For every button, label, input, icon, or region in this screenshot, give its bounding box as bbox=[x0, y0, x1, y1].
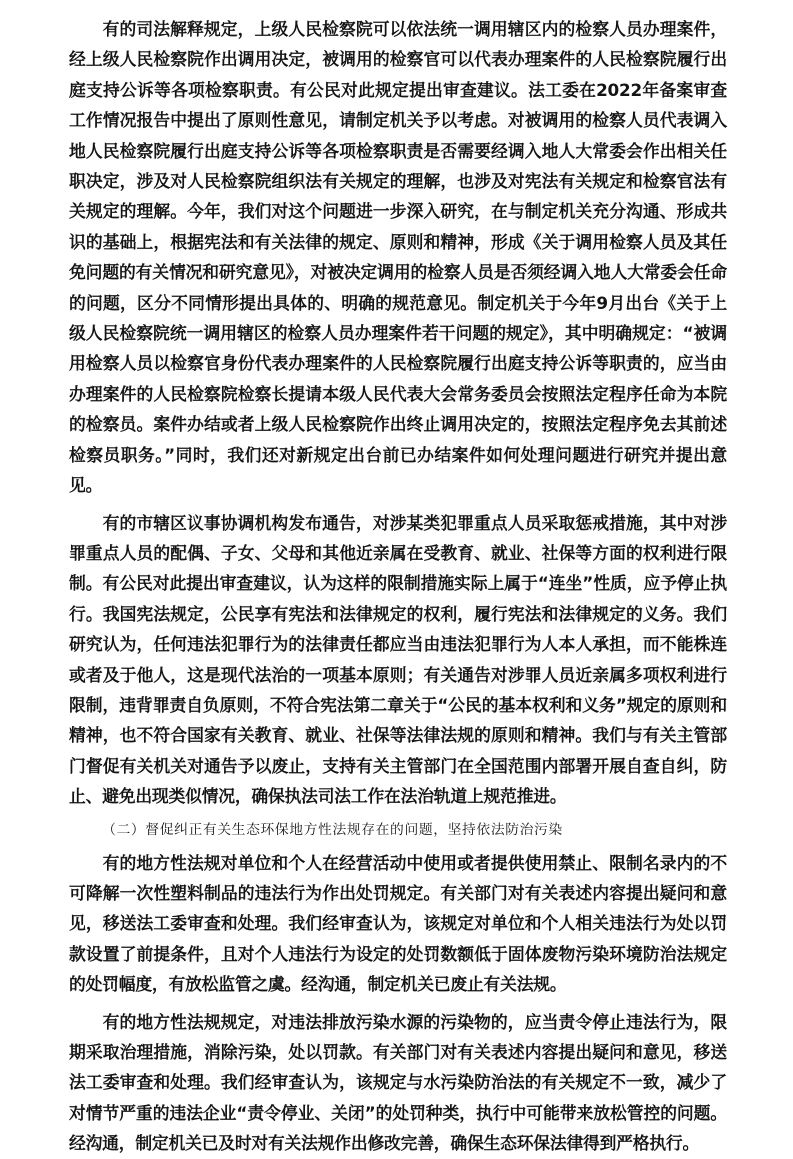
body-paragraph-water-pollution: 有的地方性法规规定，对违法排放污染水源的污染物的，应当责令停止违法行为，限期采取治理措施，消除污染，处以罚款。有关部门对有关表述内容提出疑问和意见，移送法工委审查和处理。我们经审查认为，该规定与水污染防治法的有关规定不一致，减少了对情节严重的违法企业“责令停业、关闭”的处罚种类，执行中可能带来放松管控的问题。经沟通，制定机关已及时对有关法规作出修改完善，确保生态环保法律得到严格执行。 bbox=[69, 1011, 727, 1154]
body-paragraph-procuratorate-transfer: 有的司法解释规定，上级人民检察院可以依法统一调用辖区内的检察人员办理案件，经上级人民检察院作出调用决定，被调用的检察官可以代表办理案件的人民检察院履行出庭支持公诉等各项检察职责。有公民对此规定提出审查建议。法工委在2022年备案审查工作情况报告中提出了原则性意见，请制定机关予以考虑。对被调用的检察人员代表调入地人民检察院履行出庭支持公诉等各项检察职责是否需要经调入地人大常委会作出相关任职决定，涉及对人民检察院组织法有关规定的理解，也涉及对宪法有关规定和检察官法有关规定的理解。今年，我们对这个问题进一步深入研究，在与制定机关充分沟通、形成共识的基础上，根据宪法和有关法律的规定、原则和精神，形成《关于调用检察人员及其任免问题的有关情况和研究意见》，对被决定调用的检察人员是否须经调入地人大常委会任命的问题，区分不同情形提出具体的、明确的规范意见。制定机关于今年9月出台《关于上级人民检察院统一调用辖区的检察人员办理案件若干问题的规定》，其中明确规定：“被调用检察人员以检察官身份代表办理案件的人民检察院履行出庭支持公诉等职责的，应当由办理案件的人民检察院检察长提请本级人民代表大会常务委员会按照法定程序任命为本院的检察员。案件办结或者上级人民检察院作出终止调用决定的，按照法定程序免去其前述检察员职务。”同时，我们还对新规定出台前已办结案件如何处理问题进行研究并提出意见。 bbox=[69, 19, 727, 496]
body-paragraph-plastic-products: 有的地方性法规对单位和个人在经营活动中使用或者提供使用禁止、限制名录内的不可降解一次性塑料制品的违法行为作出处罚规定。有关部门对有关表述内容提出疑问和意见，移送法工委审查和处理。我们经审查认为，该规定对单位和个人相关违法行为处以罚款设置了前提条件，且对个人违法行为设定的处罚数额低于固体废物污染环境防治法规定的处罚幅度，有放松监管之虞。经沟通，制定机关已废止有关法规。 bbox=[69, 852, 727, 995]
section-heading: （二）督促纠正有关生态环保地方性法规存在的问题，坚持依法防治污染 bbox=[102, 821, 563, 838]
body-paragraph-collective-punishment: 有的市辖区议事协调机构发布通告，对涉某类犯罪重点人员采取惩戒措施，其中对涉罪重点人员的配偶、子女、父母和其他近亲属在受教育、就业、社保等方面的权利进行限制。有公民对此提出审查建议，认为这样的限制措施实际上属于“连坐”性质，应予停止执行。我国宪法规定，公民享有宪法和法律规定的权利，履行宪法和法律规定的义务。我们研究认为，任何违法犯罪行为的法律责任都应当由违法犯罪行为人本人承担，而不能株连或者及于他人，这是现代法治的一项基本原则；有关通告对涉罪人员近亲属多项权利进行限制，违背罪责自负原则，不符合宪法第二章关于“公民的基本权利和义务”规定的原则和精神，也不符合国家有关教育、就业、社保等法律法规的原则和精神。我们与有关主管部门督促有关机关对通告予以废止，支持有关主管部门在全国范围内部署开展自查自纠，防止、避免出现类似情况，确保执法司法工作在法治轨道上规范推进。 bbox=[69, 512, 727, 807]
document-page bbox=[69, 14, 727, 1159]
